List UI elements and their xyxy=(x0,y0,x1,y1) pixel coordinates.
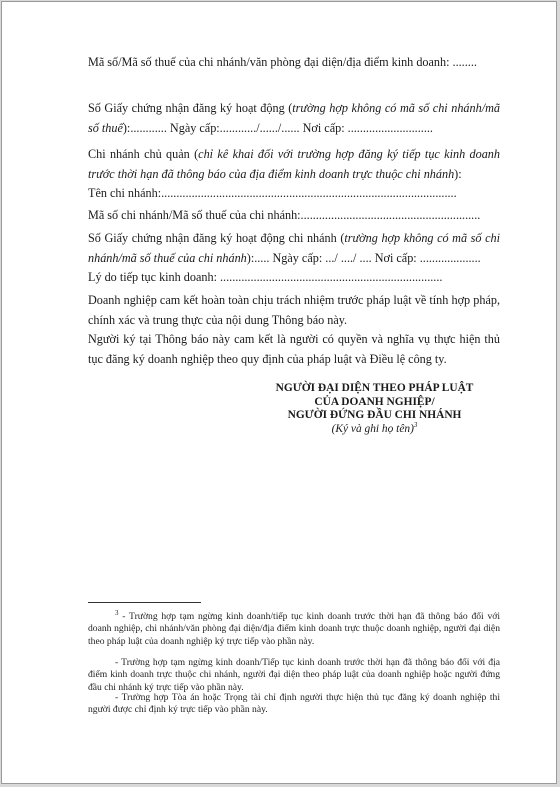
commitment-paragraph: Doanh nghiệp cam kết hoàn toàn chịu trách nhiệm trước pháp luật về tính hợp pháp, chính xác và trung thực của nội dung Thông báo này. xyxy=(88,293,500,327)
footnote-separator xyxy=(88,602,201,603)
branch-certificate-line: Số Giấy chứng nhận đăng ký hoạt động chi nhánh (trường hợp không có mã số chi nhánh/mã số thuế của chi nhánh):..... Ngày cấp: .../ ..../ .... Nơi cấp: .................... xyxy=(88,231,500,265)
branch-tax-code-line: Mã số/Mã số thuế của chi nhánh/văn phòng đại diện/địa điểm kinh doanh: ........ xyxy=(88,55,477,69)
footnote-2: - Trường hợp tạm ngừng kinh doanh/Tiếp tục kinh doanh trước thời hạn đã thông báo đối với địa điểm kinh doanh trực thuộc chi nhánh, người đại diện theo pháp luật của doanh nghiệp hoặc người đứng đầu chi nhánh ký trực tiếp vào phần này. xyxy=(88,657,500,693)
signature-block xyxy=(252,382,497,436)
signature-title-1: NGƯỜI ĐẠI DIỆN THEO PHÁP LUẬT xyxy=(275,382,474,394)
signature-title-2: CỦA DOANH NGHIỆP/ xyxy=(314,395,435,408)
signer-commitment-paragraph: Người ký tại Thông báo này cam kết là người có quyền và nghĩa vụ thực hiện thủ tục đăng ký doanh nghiệp theo quy định của pháp luật và Điều lệ công ty. xyxy=(88,332,500,366)
branch-code-line: Mã số chi nhánh/Mã số thuế của chi nhánh:........................................................... xyxy=(88,208,481,222)
signature-title-3: NGƯỜI ĐỨNG ĐẦU CHI NHÁNH xyxy=(287,409,462,421)
parent-branch-line: Chi nhánh chủ quản (chỉ kê khai đối với trường hợp đăng ký tiếp tục kinh doanh trước thời hạn đã thông báo của địa điểm kinh doanh trực thuộc chi nhánh): xyxy=(88,147,500,181)
registration-certificate-line: Số Giấy chứng nhận đăng ký hoạt động (trường hợp không có mã số chi nhánh/mã số thuế):............ Ngày cấp:............/....../...... Nơi cấp: ............................ xyxy=(88,101,500,135)
footnote-3: - Trường hợp Tòa án hoặc Trọng tài chỉ định người thực hiện thủ tục đăng ký doanh nghiệp thì người được chỉ định ký trực tiếp vào phần này. xyxy=(88,692,500,716)
signature-note: (Ký và ghi họ tên)$^3$ xyxy=(331,420,418,435)
reason-line: Lý do tiếp tục kinh doanh: ......................................................................... xyxy=(88,270,443,284)
document-page xyxy=(1,1,557,784)
branch-name-line: Tên chi nhánh:................................................................................................. xyxy=(88,186,457,200)
footnote-1: $^3$ - Trường hợp tạm ngừng kinh doanh/tiếp tục kinh doanh trước thời hạn đã thông báo đối với doanh nghiệp, chi nhánh/văn phòng đại diện/địa điểm kinh doanh trực thuộc doanh nghiệp, người đại diện theo pháp luật của doanh nghiệp ký trực tiếp vào phần này. xyxy=(88,608,500,647)
